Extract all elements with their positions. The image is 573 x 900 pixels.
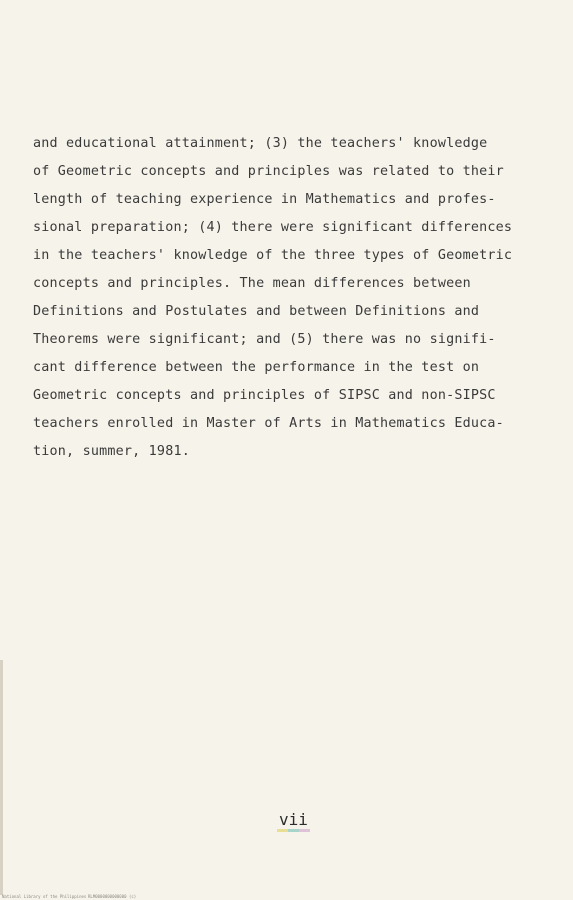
text-line-6: concepts and principles. The mean differences between xyxy=(33,276,471,291)
text-line-12: tion, summer, 1981. xyxy=(33,444,190,459)
page-edge-shadow xyxy=(0,660,3,895)
footer-record: RLM0000000000000 (c) xyxy=(88,894,137,899)
text-line-3: length of teaching experience in Mathematics and profes- xyxy=(33,192,496,207)
text-line-11: teachers enrolled in Master of Arts in Mathematics Educa- xyxy=(33,416,504,431)
text-line-9: cant difference between the performance in the test on xyxy=(33,360,480,375)
text-line-8: Theorems were significant; and (5) there was no signifi- xyxy=(33,332,496,347)
text-line-4: sional preparation; (4) there were significant differences xyxy=(33,220,513,235)
page-number: vii xyxy=(279,810,308,829)
text-line-2: of Geometric concepts and principles was related to their xyxy=(33,164,504,179)
body-text xyxy=(33,130,553,466)
footer-institution: National Library of the Philippines xyxy=(2,894,87,899)
text-line-1: and educational attainment; (3) the teachers' knowledge xyxy=(33,136,488,151)
text-line-10: Geometric concepts and principles of SIPSC and non-SIPSC xyxy=(33,388,496,403)
text-line-5: in the teachers' knowledge of the three types of Geometric xyxy=(33,248,513,263)
text-line-7: Definitions and Postulates and between Definitions and xyxy=(33,304,480,319)
footer-strip xyxy=(0,893,573,900)
